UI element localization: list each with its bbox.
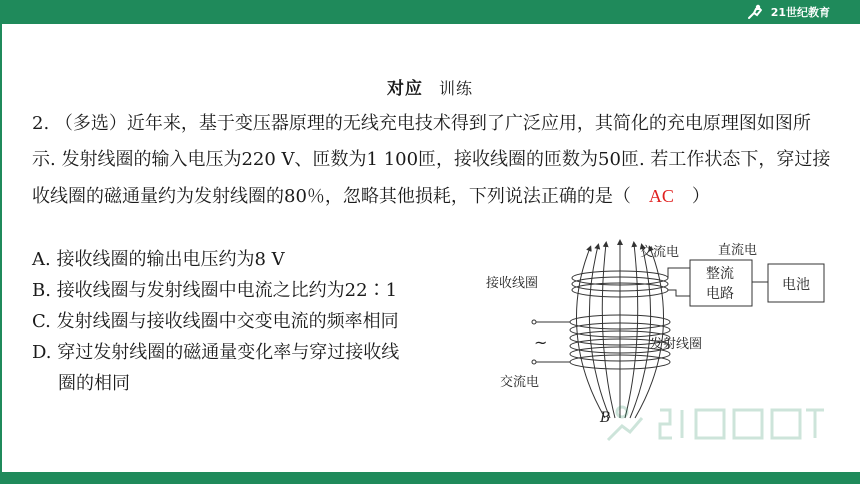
label-rectifier-2: 电路 xyxy=(706,286,734,302)
heading-part1: 对应 xyxy=(386,79,423,99)
option-a xyxy=(32,244,482,275)
terminal-bottom xyxy=(532,360,536,364)
heading-part2: 训练 xyxy=(438,79,473,98)
label-ac-bottom: 交流电 xyxy=(500,375,540,390)
option-text-continuation: 圈的相同 xyxy=(58,373,130,394)
label-ac-top: 交流电 xyxy=(640,245,680,260)
runner-icon xyxy=(745,4,767,20)
question-stem-end: ） xyxy=(691,186,710,207)
label-battery: 电池 xyxy=(782,277,810,293)
label-receive-coil: 接收线圈 xyxy=(486,276,539,291)
label-rectifier-1: 整流 xyxy=(706,266,734,282)
label-transmit-coil: 发射线圈 xyxy=(650,337,703,352)
question-answer: AC xyxy=(648,186,674,206)
label-dc: 直流电 xyxy=(718,243,758,258)
brand-logo xyxy=(745,2,830,22)
option-text: 穿过发射线圈的磁通量变化率与穿过接收线 xyxy=(57,342,400,363)
section-heading xyxy=(0,74,860,99)
option-letter: A. xyxy=(32,249,51,270)
watermark-logo xyxy=(600,400,830,448)
brand-text: 21世纪教育 xyxy=(770,6,830,19)
option-text: 接收线圈的输出电压约为8 V xyxy=(56,249,285,270)
option-text: 发射线圈与接收线圈中交变电流的频率相同 xyxy=(56,311,399,332)
label-field-b: B xyxy=(600,410,611,426)
options-list xyxy=(32,244,482,399)
option-letter: B. xyxy=(32,280,51,301)
question-number: 2. xyxy=(32,113,50,134)
option-letter: C. xyxy=(32,311,51,332)
terminal-top xyxy=(532,320,536,324)
label-tilde: ~ xyxy=(534,333,548,352)
option-d xyxy=(32,337,482,399)
bottom-bar xyxy=(0,472,860,484)
field-lines xyxy=(576,242,663,418)
option-c xyxy=(32,306,482,337)
top-bar xyxy=(0,0,860,24)
option-letter: D. xyxy=(32,342,52,363)
question-text xyxy=(32,106,832,215)
option-b xyxy=(32,275,482,306)
question-stem: （多选）近年来，基于变压器原理的无线充电技术得到了广泛应用，其简化的充电原理图如图所示. 发射线圈的输入电压为220 V、匝数为1 100匝，接收线圈的匝数为50匝. 若工作状态下，穿过接收线圈的磁通量约为发射线圈的80％，忽略其他损耗，下列说法正确的是（ xyxy=(32,113,831,207)
option-text: 接收线圈与发射线圈中电流之比约为22∶1 xyxy=(56,280,398,301)
